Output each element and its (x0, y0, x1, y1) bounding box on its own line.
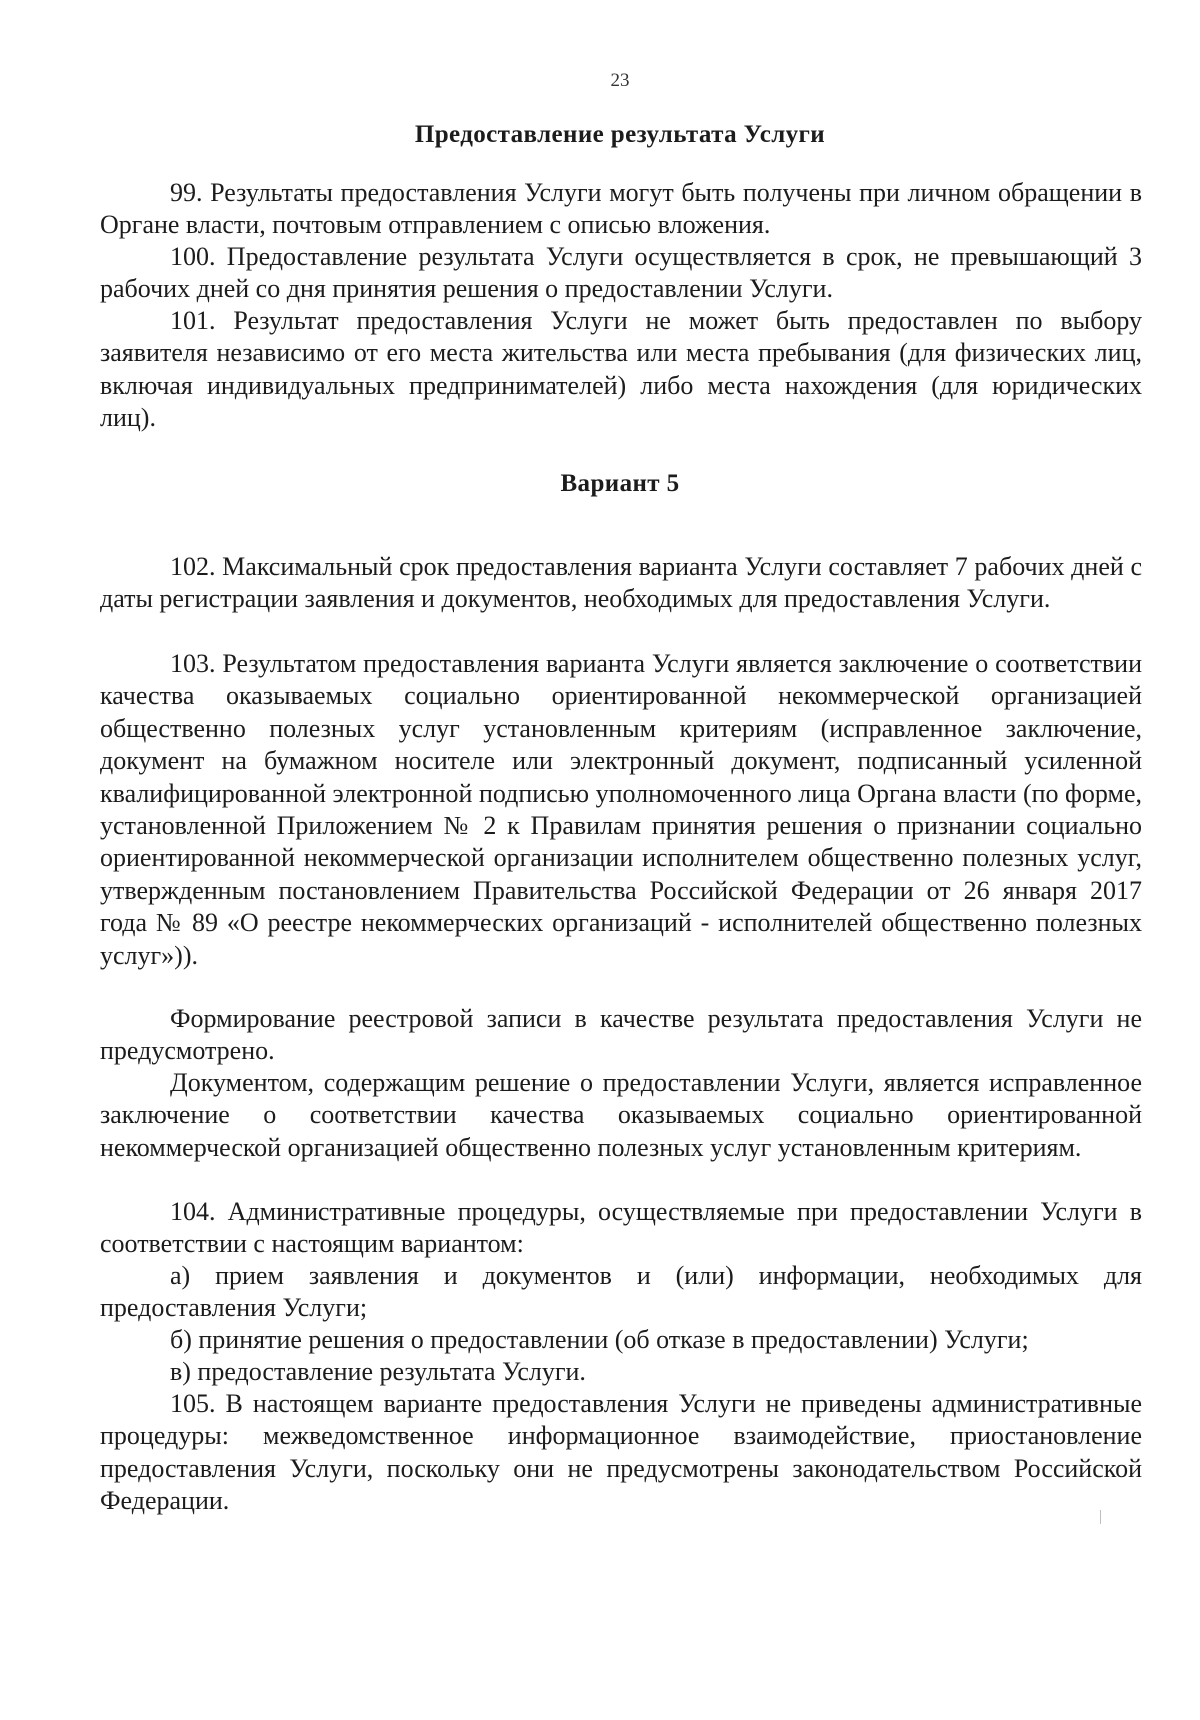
list-item-c: в) предоставление результата Услуги. (170, 1357, 586, 1386)
paragraph-102: 102. Максимальный срок предоставления варианта Услуги составляет 7 рабочих дней с даты регистрации заявления и документов, необходимых для предоставления Услуги. (100, 552, 1142, 614)
paragraph-105: 105. В настоящем варианте предоставления Услуги не приведены административные процедуры: межведомственное информационное взаимодействие, приостановление предоставления Услуги, поскольку они не предусмотрены законодательством Российской Федерации. (100, 1389, 1142, 1516)
paragraph-99: 99. Результаты предоставления Услуги могут быть получены при личном обращении в Органе власти, почтовым отправлением с описью вложения. (100, 178, 1142, 240)
section-heading: Предоставление результата Услуги (414, 121, 826, 148)
list-item-b: б) принятие решения о предоставлении (об отказе в предоставлении) Услуги; (170, 1325, 1029, 1354)
paragraph-101: 101. Результат предоставления Услуги не может быть предоставлен по выбору заявителя независимо от его места жительства или места пребывания (для физических лиц, включая индивидуальных предпринимателей) либо места нахождения (для юридических лиц). (100, 306, 1142, 433)
paragraph-decision-document: Документом, содержащим решение о предоставлении Услуги, является исправленное заключение о соответствии качества оказываемых социально ориентированной некоммерческой организацией общественно полезных услуг установленным критериям. (100, 1068, 1142, 1162)
paragraph-104: 104. Административные процедуры, осуществляемые при предоставлении Услуги в соответствии с настоящим вариантом: (100, 1197, 1142, 1259)
list-item-a: а) прием заявления и документов и (или) информации, необходимых для предоставления Услуги; (100, 1261, 1142, 1323)
paragraph-103: 103. Результатом предоставления варианта Услуги является заключение о соответствии качества оказываемых социально ориентированной некоммерческой организацией общественно полезных услуг установленным критериям (исправленное заключение, документ на бумажном носителе или электронный документ, подписанный усиленной квалифицированной электронной подписью уполномоченного лица Органа власти (по форме, установленной Приложением № 2 к Правилам принятия решения о признании социально ориентированной некоммерческой организации исполнителем общественно полезных услуг, утвержденным постановлением Правительства Российской Федерации от 26 января 2017 года № 89 «О реестре некоммерческих организаций - исполнителей общественно полезных услуг»)). (100, 649, 1142, 970)
paragraph-registry-record: Формирование реестровой записи в качестве результата предоставления Услуги не предусмотрено. (100, 1004, 1142, 1066)
page-number: 23 (610, 70, 630, 91)
variant-heading: Вариант 5 (560, 470, 680, 497)
paragraph-100: 100. Предоставление результата Услуги осуществляется в срок, не превышающий 3 рабочих дней со дня принятия решения о предоставлении Услуги. (100, 242, 1142, 304)
scan-artifact-mark (1100, 1510, 1101, 1524)
